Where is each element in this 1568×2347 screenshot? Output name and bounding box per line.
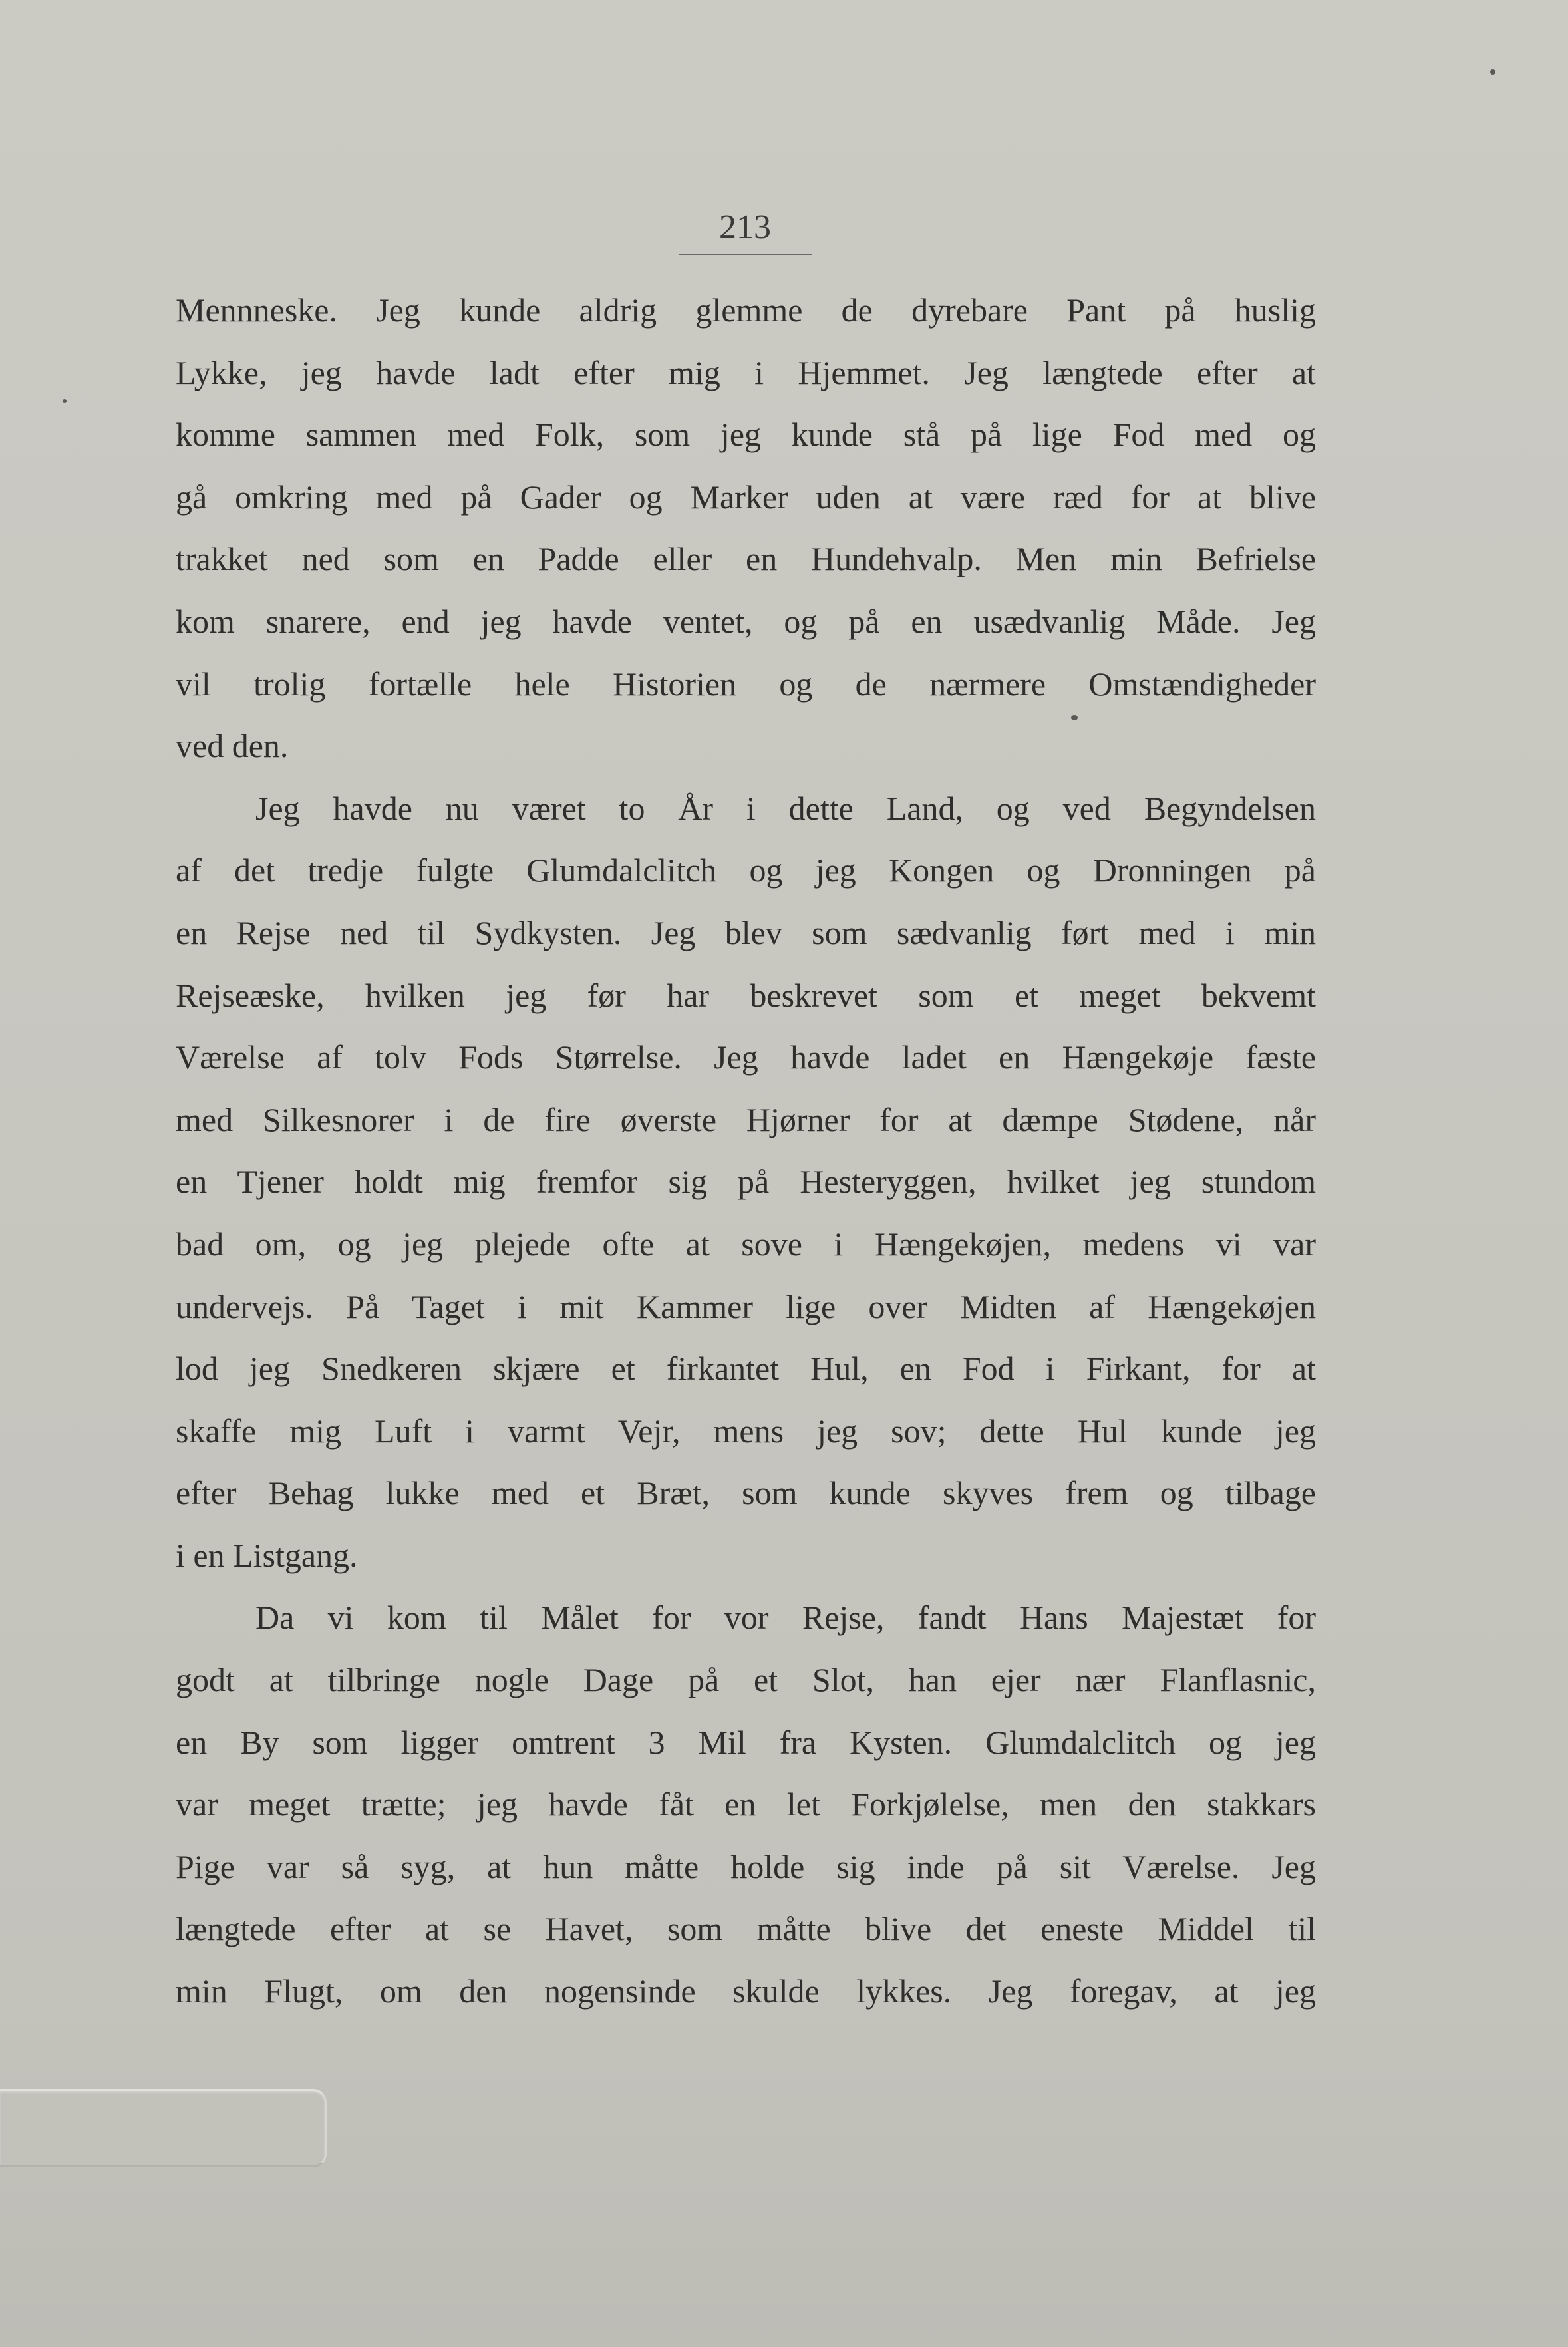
text-line: ved den. [176, 727, 289, 765]
text-line: bad om, og jeg plejede ofte at sove i Hængekøjen, medens vi var [176, 1225, 1316, 1263]
body-text [176, 279, 1316, 2023]
text-line: længtede efter at se Havet, som måtte blive det eneste Middel til [176, 1910, 1316, 1948]
text-line: trakket ned som en Padde eller en Hundehvalp. Men min Befrielse [176, 540, 1316, 578]
text-line: min Flugt, om den nogensinde skulde lykkes. Jeg foregav, at jeg [176, 1972, 1316, 2010]
page-number: 213 [719, 208, 771, 246]
text-line: med Silkesnorer i de fire øverste Hjørner for at dæmpe Stødene, når [176, 1100, 1316, 1138]
text-line: efter Behag lukke med et Bræt, som kunde skyves frem og tilbage [176, 1474, 1316, 1512]
text-line: Jeg havde nu været to År i dette Land, og ved Begyndelsen [255, 789, 1316, 827]
text-line: Mennneske. Jeg kunde aldrig glemme de dyrebare Pant på huslig [176, 291, 1316, 329]
paper-clip-strip [0, 2089, 327, 2167]
text-line: gå omkring med på Gader og Marker uden at være ræd for at blive [176, 478, 1316, 516]
text-line: kom snarere, end jeg havde ventet, og på en usædvanlig Måde. Jeg [176, 602, 1316, 640]
text-line: en By som ligger omtrent 3 Mil fra Kysten. Glumdalclitch og jeg [176, 1723, 1316, 1761]
page-number-rule [679, 254, 812, 255]
text-line: lod jeg Snedkeren skjære et firkantet Hul, en Fod i Firkant, for at [176, 1350, 1316, 1388]
text-line: vil trolig fortælle hele Historien og de nærmere Omstændigheder [176, 665, 1316, 703]
text-line: undervejs. På Taget i mit Kammer lige over Midten af Hængekøjen [176, 1287, 1316, 1325]
text-line: Pige var så syg, at hun måtte holde sig inde på sit Værelse. Jeg [176, 1847, 1316, 1885]
dust-speck [63, 399, 67, 403]
text-line: af det tredje fulgte Glumdalclitch og jeg Kongen og Dronningen på [176, 852, 1316, 889]
text-line: godt at tilbringe nogle Dage på et Slot, han ejer nær Flanflasnic, [176, 1661, 1316, 1699]
text-line: Da vi kom til Målet for vor Rejse, fandt Hans Majestæt for [255, 1599, 1316, 1637]
text-line: Rejseæske, hvilken jeg før har beskrevet som et meget bekvemt [176, 976, 1316, 1014]
text-line: var meget trætte; jeg havde fåt en let Forkjølelse, men den stakkars [176, 1786, 1316, 1823]
text-line: Lykke, jeg havde ladt efter mig i Hjemmet. Jeg længtede efter at [176, 353, 1316, 391]
text-line: en Rejse ned til Sydkysten. Jeg blev som sædvanlig ført med i min [176, 913, 1316, 951]
text-line: komme sammen med Folk, som jeg kunde stå på lige Fod med og [176, 416, 1316, 454]
text-line: skaffe mig Luft i varmt Vejr, mens jeg sov; dette Hul kunde jeg [176, 1412, 1316, 1450]
text-line: en Tjener holdt mig fremfor sig på Hesteryggen, hvilket jeg stundom [176, 1163, 1316, 1201]
text-line: Værelse af tolv Fods Størrelse. Jeg havde ladet en Hængekøje fæste [176, 1038, 1316, 1076]
dust-speck [1490, 69, 1495, 75]
text-line: i en Listgang. [176, 1536, 358, 1574]
dust-speck [1071, 715, 1078, 720]
